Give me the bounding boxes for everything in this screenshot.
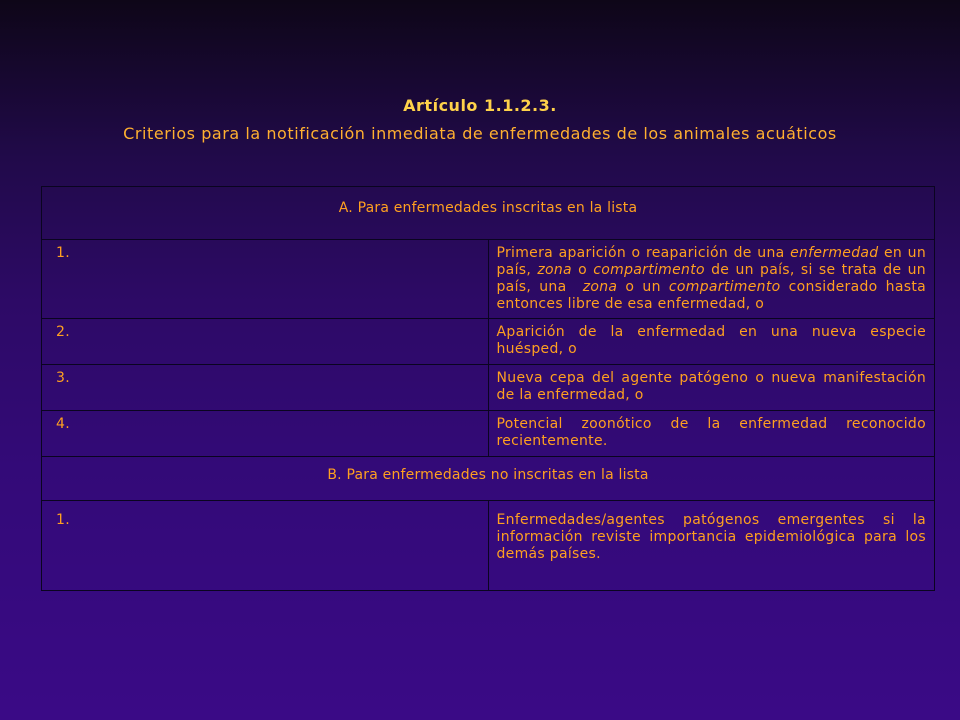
section-a-header-row (42, 187, 935, 240)
section-a-heading: A. Para enfermedades inscritas en la lista (42, 187, 935, 240)
table-row (42, 319, 935, 365)
section-b-heading: B. Para enfermedades no inscritas en la lista (42, 457, 935, 501)
text-segment: o un (617, 279, 669, 295)
text-segment: Primera aparición o reaparición de una (496, 245, 791, 261)
row-number: 2. (42, 319, 489, 365)
text-segment: o (571, 262, 594, 278)
row-text: Nueva cepa del agente patógeno o nueva manifestación de la enfermedad, o (488, 365, 935, 411)
row-text: Aparición de la enfermedad en una nueva especie huésped, o (488, 319, 935, 365)
row-text (488, 240, 935, 319)
table-row (42, 501, 935, 591)
text-segment-italic: zona (582, 279, 618, 295)
text-segment-italic: zona (537, 262, 572, 278)
row-number: 4. (42, 411, 489, 457)
table-row (42, 240, 935, 319)
text-segment: considerado hasta entonces libre de esa enfermedad, o (496, 279, 926, 312)
text-segment-italic: compartimento (668, 279, 781, 295)
row-number: 3. (42, 365, 489, 411)
row-number: 1. (42, 501, 489, 591)
article-title: Artículo 1.1.2.3. (403, 96, 557, 115)
text-segment-italic: compartimento (593, 262, 705, 278)
section-b-header-row (42, 457, 935, 501)
article-subtitle: Criterios para la notificación inmediata de enfermedades de los animales acuáticos (123, 124, 837, 143)
row-text: Enfermedades/agentes patógenos emergentes si la información reviste importancia epidemiológica para los demás países. (488, 501, 935, 591)
criteria-table (41, 186, 935, 591)
text-segment: de un país, si se trata de un país, una (496, 262, 931, 295)
table-row (42, 411, 935, 457)
row-text: Potencial zoonótico de la enfermedad reconocido recientemente. (488, 411, 935, 457)
row-number: 1. (42, 240, 489, 319)
text-segment: en un país, (496, 245, 926, 278)
table-row (42, 365, 935, 411)
text-segment-italic: enfermedad (790, 245, 879, 261)
